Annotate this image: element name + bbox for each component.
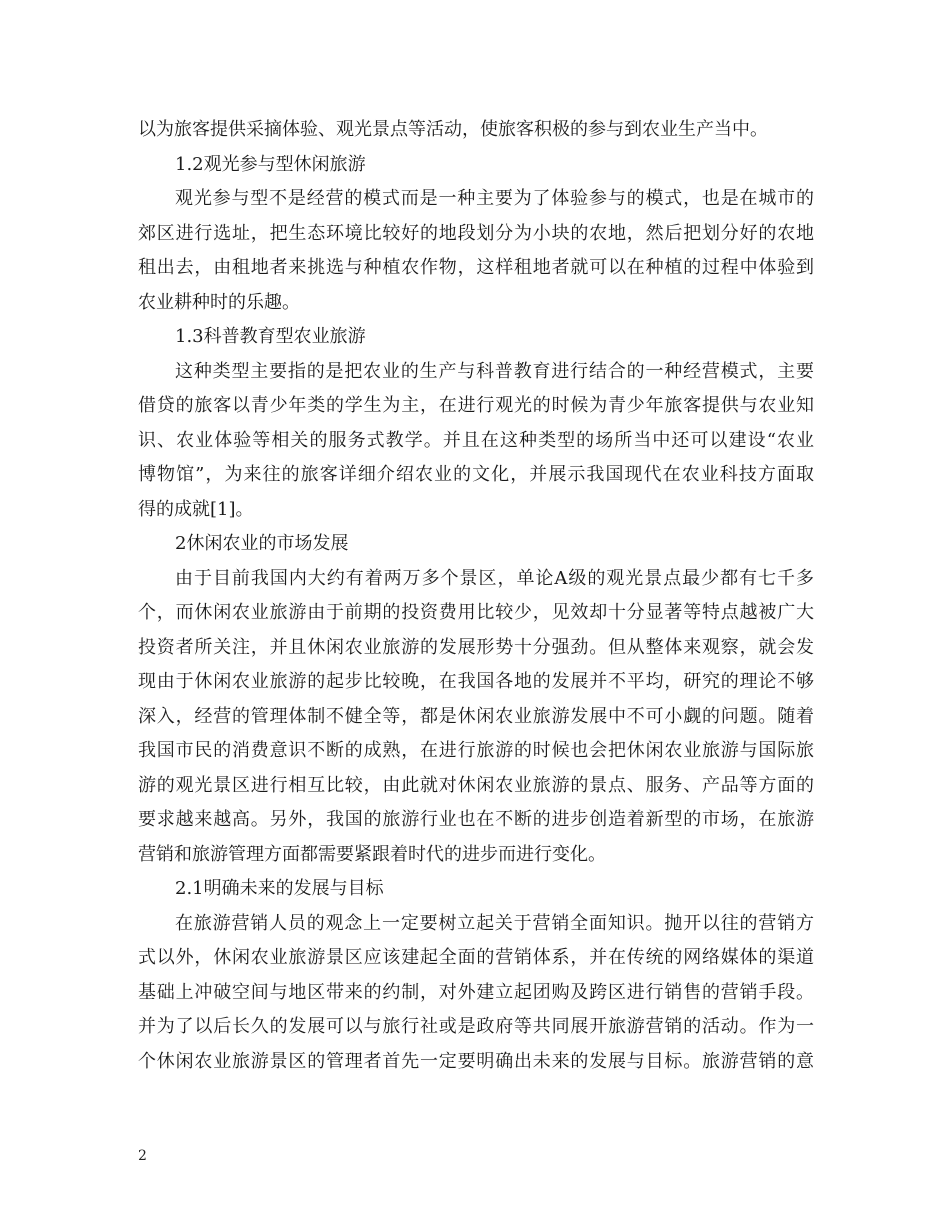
- paragraph-first-line: 观光参与型不是经营的模式而是一种主要为了体验参与的模式，也是在城市的: [175, 188, 814, 209]
- section-heading: 2.1明确未来的发展与目标: [175, 878, 384, 899]
- paragraph-last-line: 得的成就[1]。: [138, 498, 254, 520]
- paragraph-line: 基础上冲破空间与地区带来的约制，对外建立起团购及跨区进行销售的营销手段。: [138, 981, 814, 1003]
- paragraph-line: 借贷的旅客以青少年类的学生为主，在进行观光的时候为青少年旅客提供与农业知: [138, 395, 814, 416]
- paragraph-line: 游的观光景区进行相互比较，由此就对休闲农业旅游的景点、服务、产品等方面的: [138, 774, 814, 796]
- paragraph-line: 并为了以后长久的发展可以与旅行社或是政府等共同展开旅游营销的活动。作为一: [138, 1016, 814, 1037]
- paragraph-line: 投资者所关注，并且休闲农业旅游的发展形势十分强劲。但从整体来观察，就会发: [138, 636, 814, 658]
- paragraph-last-line: 农业耕种时的乐趣。: [138, 291, 300, 313]
- paragraph-first-line: 这种类型主要指的是把农业的生产与科普教育进行结合的一种经营模式，主要: [175, 360, 814, 382]
- paragraph-line: 要求越来越高。另外，我国的旅游行业也在不断的进步创造着新型的市场，在旅游: [138, 809, 814, 830]
- section-heading: 1.2观光参与型休闲旅游: [175, 153, 366, 175]
- document-body: [138, 113, 814, 1079]
- paragraph-last-line: 以为旅客提供采摘体验、观光景点等活动，使旅客积极的参与到农业生产当中。: [138, 119, 768, 140]
- paragraph-last-line: 营销和旅游管理方面都需要紧跟着时代的进步而进行变化。: [138, 843, 606, 865]
- paragraph-line: 个休闲农业旅游景区的管理者首先一定要明确出未来的发展与目标。旅游营销的意: [138, 1050, 814, 1072]
- page-number: 2: [138, 1148, 147, 1164]
- paragraph-line: 博物馆”，为来往的旅客详细介绍农业的文化，并展示我国现代在农业科技方面取: [138, 464, 814, 485]
- section-heading: 1.3科普教育型农业旅游: [175, 326, 366, 347]
- paragraph-line: 郊区进行选址，把生态环境比较好的地段划分为小块的农地，然后把划分好的农地: [138, 222, 814, 244]
- paragraph-line: 式以外，休闲农业旅游景区应该建起全面的营销体系，并在传统的网络媒体的渠道: [138, 947, 814, 968]
- paragraph-first-line: 由于目前我国内大约有着两万多个景区，单论A级的观光景点最少都有七千多: [175, 567, 814, 589]
- paragraph-first-line: 在旅游营销人员的观念上一定要树立起关于营销全面知识。抛开以往的营销方: [175, 912, 814, 934]
- paragraph-line: 租出去，由租地者来挑选与种植农作物，这样租地者就可以在种植的过程中体验到: [138, 257, 814, 278]
- paragraph-line: 深入，经营的管理体制不健全等，都是休闲农业旅游发展中不可小觑的问题。随着: [138, 705, 814, 727]
- paragraph-line: 我国市民的消费意识不断的成熟，在进行旅游的时候也会把休闲农业旅游与国际旅: [138, 740, 814, 761]
- paragraph-line: 个，而休闲农业旅游由于前期的投资费用比较少，见效却十分显著等特点越被广大: [138, 602, 814, 623]
- section-heading: 2休闲农业的市场发展: [175, 533, 349, 554]
- paragraph-line: 现由于休闲农业旅游的起步比较晚，在我国各地的发展并不平均，研究的理论不够: [138, 671, 814, 692]
- paragraph-line: 识、农业体验等相关的服务式教学。并且在这种类型的场所当中还可以建设“农业: [138, 429, 814, 451]
